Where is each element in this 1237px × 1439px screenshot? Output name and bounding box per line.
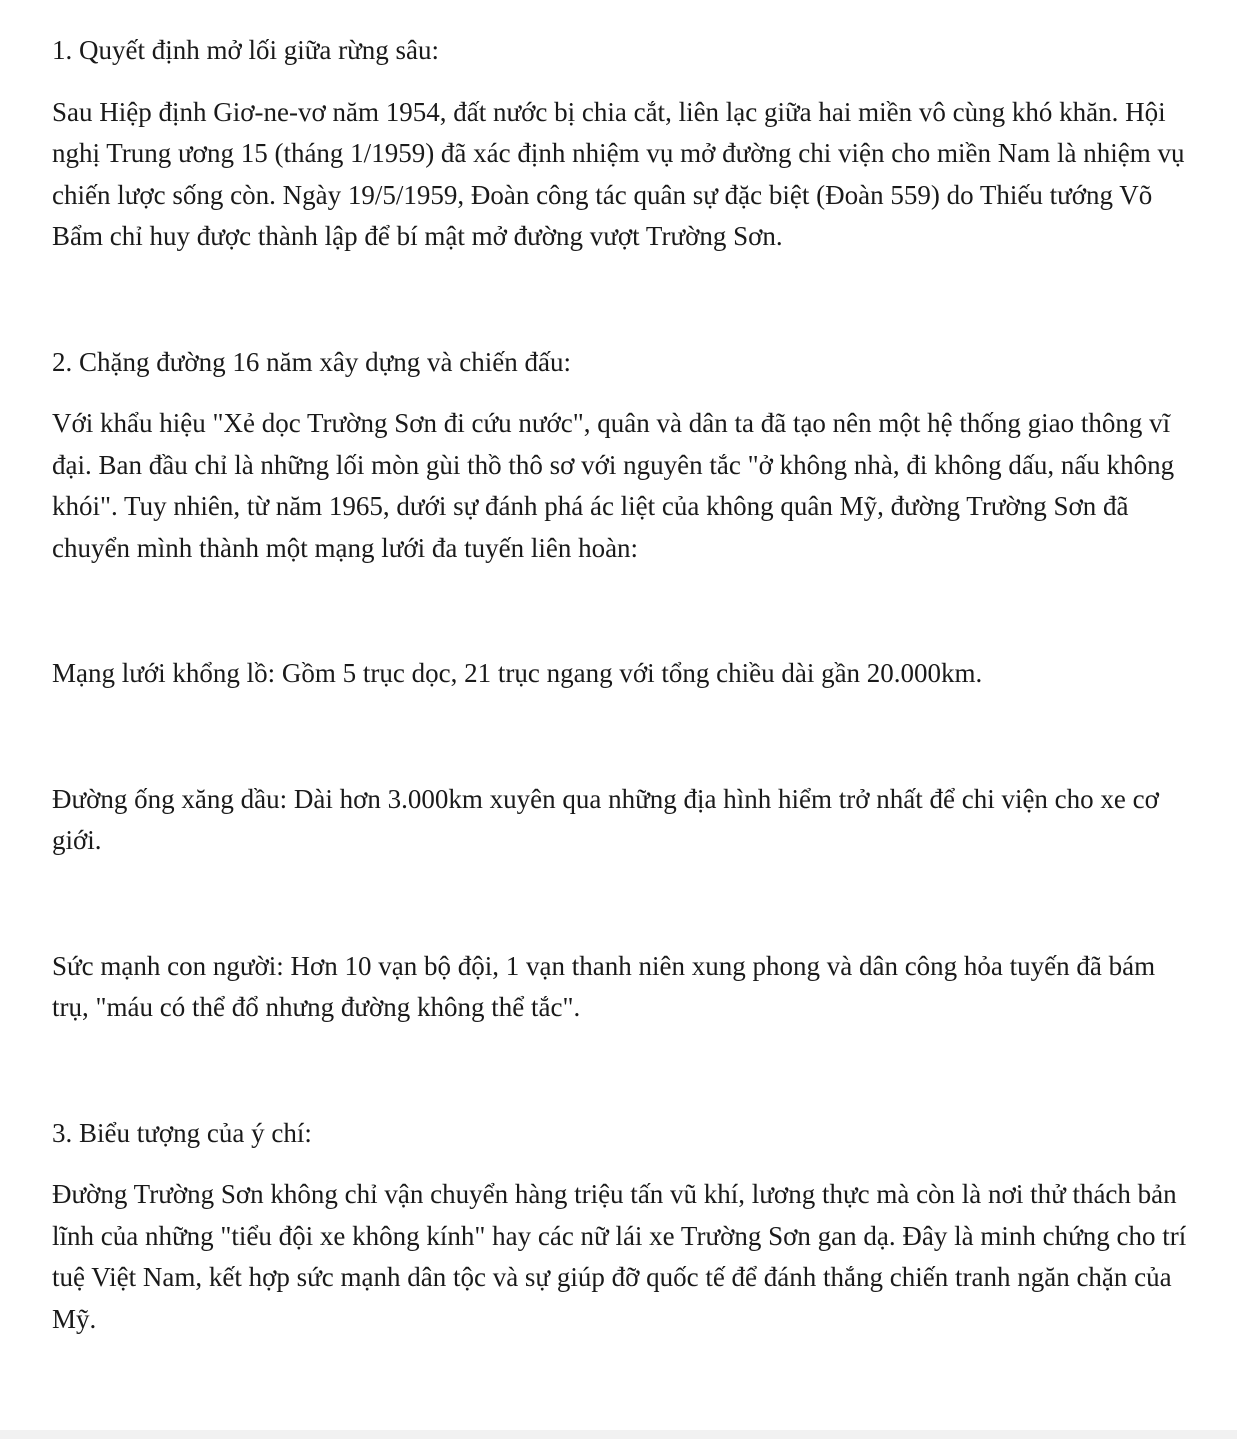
section-1-heading: 1. Quyết định mở lối giữa rừng sâu: bbox=[52, 35, 440, 65]
document-content bbox=[52, 30, 1192, 1340]
bottom-edge bbox=[0, 1430, 1237, 1439]
section-2-point-pipeline: Đường ống xăng dầu: Dài hơn 3.000km xuyên qua những địa hình hiểm trở nhất để chi viện cho xe cơ giới. bbox=[52, 783, 1159, 855]
section-2-point-network: Mạng lưới khổng lồ: Gồm 5 trục dọc, 21 trục ngang với tổng chiều dài gần 20.000km. bbox=[52, 658, 983, 688]
section-3-body: Đường Trường Sơn không chỉ vận chuyển hàng triệu tấn vũ khí, lương thực mà còn là nơi thử thách bản lĩnh của những "tiểu đội xe không kính" hay các nữ lái xe Trường Sơn gan dạ. Đây là minh chứng cho trí tuệ Việt Nam, kết hợp sức mạnh dân tộc và sự giúp đỡ quốc tế để đánh thắng chiến tranh ngăn chặn của Mỹ. bbox=[52, 1179, 1187, 1334]
section-2-point-manpower: Sức mạnh con người: Hơn 10 vạn bộ đội, 1 vạn thanh niên xung phong và dân công hỏa tuyến đã bám trụ, "máu có thể đổ nhưng đường không thể tắc". bbox=[52, 950, 1156, 1022]
section-1-body: Sau Hiệp định Giơ-ne-vơ năm 1954, đất nước bị chia cắt, liên lạc giữa hai miền vô cùng khó khăn. Hội nghị Trung ương 15 (tháng 1/1959) đã xác định nhiệm vụ mở đường chi viện cho miền Nam là nhiệm vụ chiến lược sống còn. Ngày 19/5/1959, Đoàn công tác quân sự đặc biệt (Đoàn 559) do Thiếu tướng Võ Bẩm chỉ huy được thành lập để bí mật mở đường vượt Trường Sơn. bbox=[52, 96, 1185, 251]
section-2-heading: 2. Chặng đường 16 năm xây dựng và chiến đấu: bbox=[52, 346, 571, 377]
section-2-body: Với khẩu hiệu "Xẻ dọc Trường Sơn đi cứu nước", quân và dân ta đã tạo nên một hệ thống giao thông vĩ đại. Ban đầu chỉ là những lối mòn gùi thồ thô sơ với nguyên tắc "ở không nhà, đi không dấu, nấu không khói". Tuy nhiên, từ năm 1965, dưới sự đánh phá ác liệt của không quân Mỹ, đường Trường Sơn đã chuyển mình thành một mạng lưới đa tuyến liên hoàn: bbox=[52, 408, 1175, 563]
section-3-heading: 3. Biểu tượng của ý chí: bbox=[52, 1117, 312, 1148]
